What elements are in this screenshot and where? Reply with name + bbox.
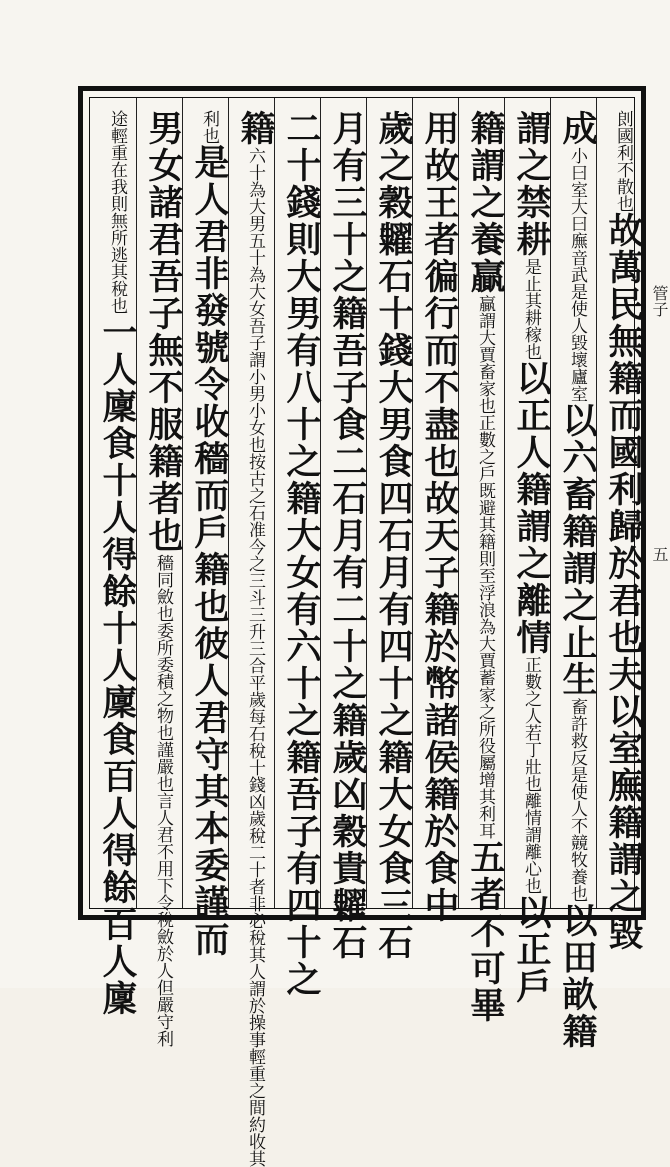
main-text: 五者不可畢 bbox=[465, 839, 506, 1024]
main-text: 一人廩食十人得餘十人廩食百人得餘百人廩 bbox=[97, 314, 138, 1017]
annotation: 穡同斂也委所委積之物也謹嚴也言人君不用下令稅斂於人但嚴守利 bbox=[153, 554, 173, 1047]
main-text: 以田畝籍 bbox=[557, 902, 598, 1050]
main-text: 以六畜籍謂之止生 bbox=[557, 402, 598, 698]
annotation: 剆國利不散也 bbox=[613, 110, 633, 212]
text-column-11 bbox=[138, 110, 188, 1047]
main-text: 二十錢則大男有八十之籍大女有六十之籍吾子有四十之 bbox=[281, 110, 322, 998]
main-text: 謂之禁耕 bbox=[511, 110, 552, 258]
margin-mark-bottom: 五 bbox=[650, 546, 669, 562]
main-text: 以正戶 bbox=[511, 894, 552, 1005]
text-frame bbox=[78, 86, 646, 1167]
text-column-12 bbox=[92, 110, 142, 1017]
main-text: 月有三十之籍吾子食二石月有二十之籍歲凶穀貴糶石 bbox=[327, 110, 368, 961]
main-text: 故萬民無籍而國利歸於君也夫以室廡籍謂之毀 bbox=[603, 212, 644, 952]
annotation: 六十為大男五十為大女吾子謂小男小女也按古之石准今之三斗三升三合平歲每石稅十錢凶歲稅二十者非必稅其人謂於操事輕重之間約收其 bbox=[245, 147, 265, 1167]
main-text: 以正人籍謂之離情 bbox=[511, 360, 552, 656]
text-column-6 bbox=[368, 110, 418, 961]
main-text: 籍 bbox=[235, 110, 276, 147]
text-column-1 bbox=[598, 110, 648, 952]
text-column-10 bbox=[184, 110, 234, 958]
annotation: 贏謂大賈畜家也正數之戶既避其籍則至浮浪為大賈蓄家之所役屬增其利耳 bbox=[475, 295, 495, 839]
main-text: 成 bbox=[557, 110, 598, 147]
text-column-5 bbox=[414, 110, 464, 924]
annotation: 正數之人若丁壯也離情謂離心也 bbox=[521, 656, 541, 894]
main-text: 籍謂之養贏 bbox=[465, 110, 506, 295]
main-text: 用故王者徧行而不盡也故天子籍於幣諸侯籍於食中 bbox=[419, 110, 460, 924]
text-column-7 bbox=[322, 110, 372, 961]
text-column-8 bbox=[276, 110, 326, 998]
annotation: 是止其耕稼也 bbox=[521, 258, 541, 360]
text-column-3 bbox=[506, 110, 556, 1005]
annotation: 途輕重在我則無所逃其稅也 bbox=[107, 110, 127, 314]
annotation: 利也 bbox=[199, 110, 219, 144]
annotation: 畜許救反是使人不竸牧養也 bbox=[567, 698, 587, 902]
annotation: 小曰室大曰廡音武是使人毀壞廬室 bbox=[567, 147, 587, 402]
text-column-9 bbox=[230, 110, 280, 1167]
text-column-2 bbox=[552, 110, 602, 1050]
main-text: 歲之穀糶石十錢大男食四石月有四十之籍大女食三石 bbox=[373, 110, 414, 961]
main-text: 男女諸君吾子無不服籍者也 bbox=[143, 110, 184, 554]
text-column-4 bbox=[460, 110, 510, 1024]
text-frame-inner bbox=[89, 97, 644, 1167]
margin-mark-top: 管子 bbox=[650, 285, 669, 317]
main-text: 是人君非發號令收穡而戶籍也彼人君守其本委謹而 bbox=[189, 144, 230, 958]
